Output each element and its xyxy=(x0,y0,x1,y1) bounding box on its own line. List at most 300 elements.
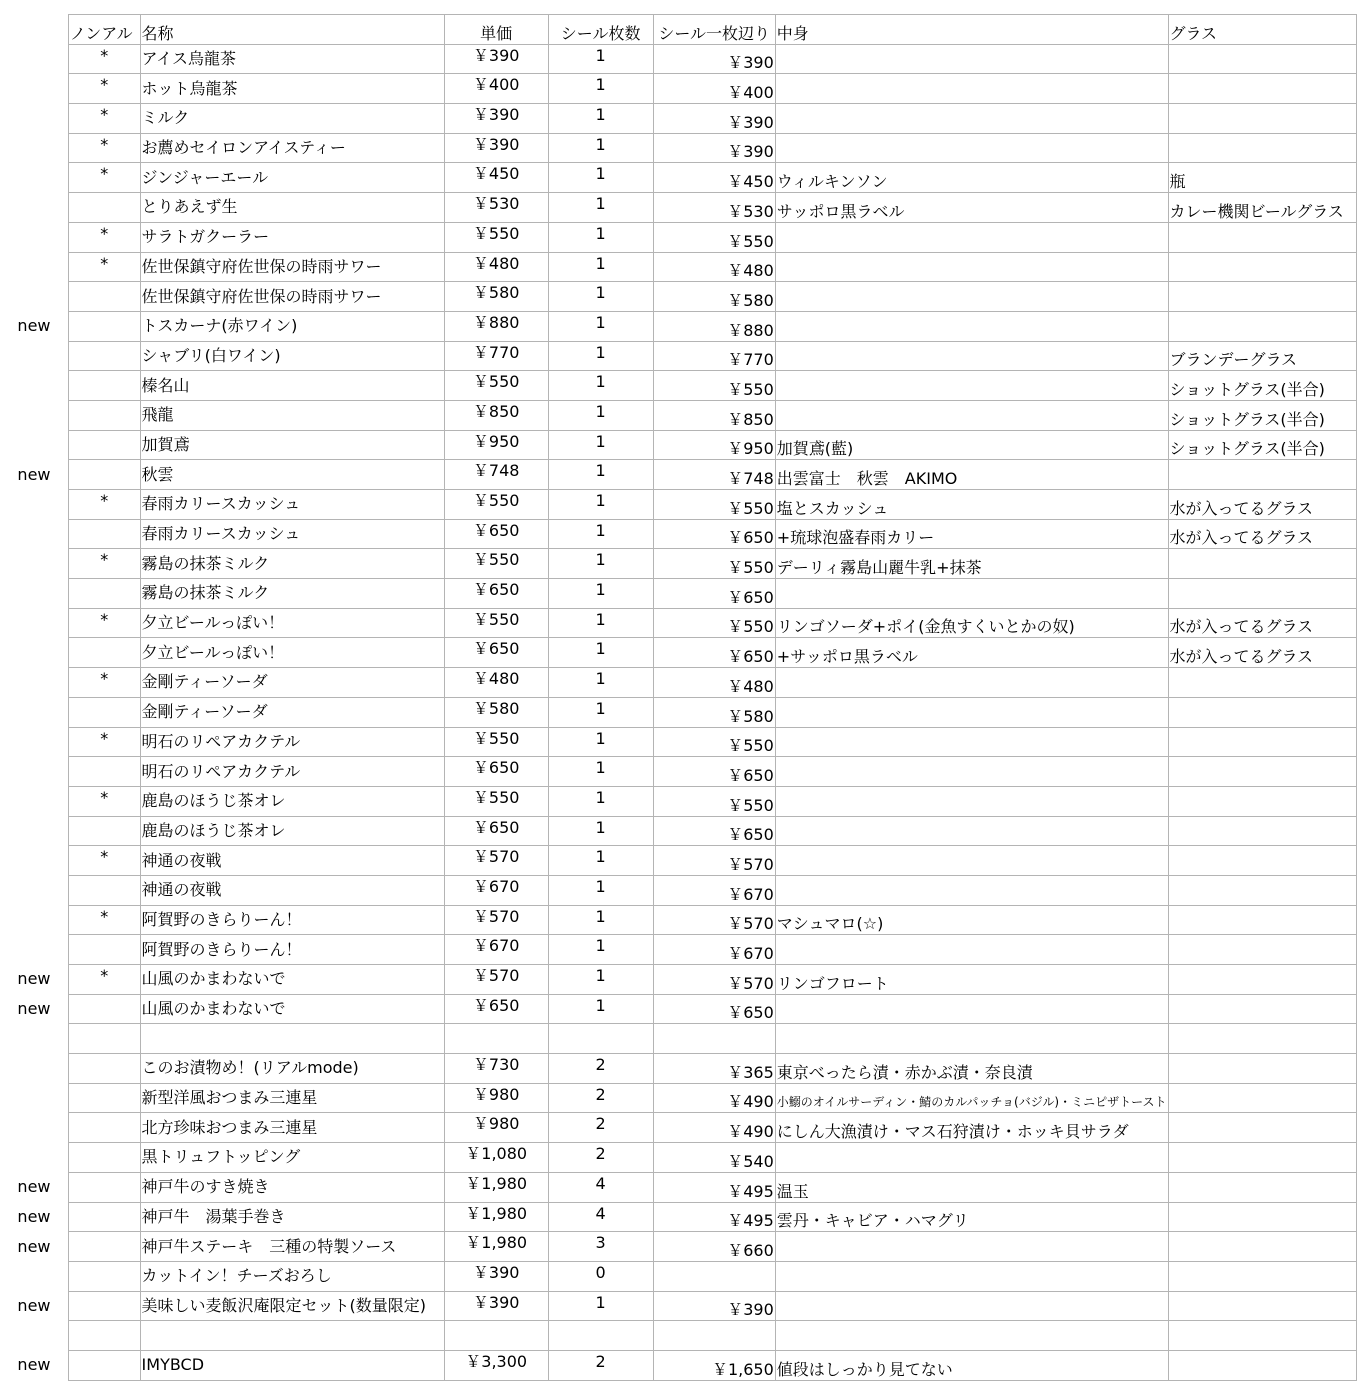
item-name-cell[interactable]: お薦めセイロンアイスティー xyxy=(140,133,444,163)
per-seal-cell[interactable]: ￥495 xyxy=(653,1202,775,1232)
contents-cell[interactable] xyxy=(775,697,1168,727)
item-name-cell[interactable]: 春雨カリースカッシュ xyxy=(140,519,444,549)
nonalc-cell[interactable]: * xyxy=(68,44,140,74)
nonalc-cell[interactable] xyxy=(68,519,140,549)
seal-count-cell[interactable]: 1 xyxy=(548,549,653,579)
price-cell[interactable]: ￥1,080 xyxy=(444,1143,548,1173)
seal-count-cell[interactable]: 1 xyxy=(548,163,653,193)
contents-cell[interactable] xyxy=(775,727,1168,757)
price-cell[interactable]: ￥650 xyxy=(444,757,548,787)
nonalc-cell[interactable] xyxy=(68,1083,140,1113)
header-nonalc[interactable]: ノンアル xyxy=(68,15,140,45)
contents-cell[interactable] xyxy=(775,133,1168,163)
nonalc-cell[interactable] xyxy=(68,697,140,727)
glass-cell[interactable]: 水が入ってるグラス xyxy=(1168,608,1356,638)
nonalc-cell[interactable]: * xyxy=(68,846,140,876)
price-cell[interactable]: ￥650 xyxy=(444,816,548,846)
nonalc-cell[interactable] xyxy=(68,757,140,787)
seal-count-cell[interactable]: 1 xyxy=(548,816,653,846)
per-seal-cell[interactable]: ￥400 xyxy=(653,74,775,104)
contents-cell[interactable] xyxy=(775,786,1168,816)
item-name-cell[interactable]: 鹿島のほうじ茶オレ xyxy=(140,786,444,816)
glass-cell[interactable] xyxy=(1168,1202,1356,1232)
contents-cell[interactable]: 塩とスカッシュ xyxy=(775,490,1168,520)
glass-cell[interactable] xyxy=(1168,875,1356,905)
price-cell[interactable]: ￥570 xyxy=(444,965,548,995)
price-cell[interactable]: ￥980 xyxy=(444,1083,548,1113)
contents-cell[interactable] xyxy=(775,311,1168,341)
price-cell[interactable]: ￥650 xyxy=(444,994,548,1024)
glass-cell[interactable] xyxy=(1168,668,1356,698)
contents-cell[interactable]: +サッポロ黒ラベル xyxy=(775,638,1168,668)
per-seal-cell[interactable]: ￥550 xyxy=(653,371,775,401)
nonalc-cell[interactable]: * xyxy=(68,727,140,757)
glass-cell[interactable] xyxy=(1168,579,1356,609)
item-name-cell[interactable]: 霧島の抹茶ミルク xyxy=(140,579,444,609)
contents-cell[interactable] xyxy=(775,1232,1168,1262)
per-seal-cell[interactable]: ￥390 xyxy=(653,44,775,74)
nonalc-cell[interactable] xyxy=(68,1113,140,1143)
contents-cell[interactable]: 加賀鳶(藍) xyxy=(775,430,1168,460)
item-name-cell[interactable]: 霧島の抹茶ミルク xyxy=(140,549,444,579)
item-name-cell[interactable]: 阿賀野のきらりーん！ xyxy=(140,935,444,965)
price-cell[interactable]: ￥550 xyxy=(444,371,548,401)
seal-count-cell[interactable]: 2 xyxy=(548,1143,653,1173)
item-name-cell[interactable]: カットイン！チーズおろし xyxy=(140,1261,444,1291)
nonalc-cell[interactable]: * xyxy=(68,104,140,134)
per-seal-cell[interactable]: ￥450 xyxy=(653,163,775,193)
nonalc-cell[interactable] xyxy=(68,875,140,905)
contents-cell[interactable] xyxy=(775,282,1168,312)
per-seal-cell[interactable]: ￥650 xyxy=(653,994,775,1024)
seal-count-cell[interactable]: 1 xyxy=(548,430,653,460)
contents-cell[interactable]: サッポロ黒ラベル xyxy=(775,193,1168,223)
seal-count-cell[interactable]: 1 xyxy=(548,252,653,282)
nonalc-cell[interactable] xyxy=(68,311,140,341)
nonalc-cell[interactable]: * xyxy=(68,163,140,193)
price-cell[interactable]: ￥390 xyxy=(444,133,548,163)
glass-cell[interactable] xyxy=(1168,311,1356,341)
per-seal-cell[interactable]: ￥390 xyxy=(653,1291,775,1321)
glass-cell[interactable]: 水が入ってるグラス xyxy=(1168,490,1356,520)
price-cell[interactable]: ￥730 xyxy=(444,1054,548,1084)
glass-cell[interactable] xyxy=(1168,1143,1356,1173)
nonalc-cell[interactable] xyxy=(68,638,140,668)
price-cell[interactable]: ￥450 xyxy=(444,163,548,193)
contents-cell[interactable] xyxy=(775,816,1168,846)
glass-cell[interactable] xyxy=(1168,1024,1356,1054)
seal-count-cell[interactable]: 1 xyxy=(548,490,653,520)
seal-count-cell[interactable]: 1 xyxy=(548,935,653,965)
item-name-cell[interactable]: このお漬物め！(リアルmode) xyxy=(140,1054,444,1084)
seal-count-cell[interactable]: 1 xyxy=(548,668,653,698)
per-seal-cell[interactable]: ￥480 xyxy=(653,252,775,282)
price-cell[interactable]: ￥570 xyxy=(444,846,548,876)
nonalc-cell[interactable]: * xyxy=(68,786,140,816)
item-name-cell[interactable]: 神戸牛ステーキ 三種の特製ソース xyxy=(140,1232,444,1262)
glass-cell[interactable] xyxy=(1168,727,1356,757)
per-seal-cell[interactable]: ￥650 xyxy=(653,579,775,609)
seal-count-cell[interactable]: 1 xyxy=(548,104,653,134)
contents-cell[interactable] xyxy=(775,875,1168,905)
contents-cell[interactable]: ウィルキンソン xyxy=(775,163,1168,193)
item-name-cell[interactable]: 美味しい麦飯沢庵限定セット(数量限定) xyxy=(140,1291,444,1321)
glass-cell[interactable] xyxy=(1168,846,1356,876)
glass-cell[interactable] xyxy=(1168,74,1356,104)
contents-cell[interactable] xyxy=(775,44,1168,74)
contents-cell[interactable]: マシュマロ(☆) xyxy=(775,905,1168,935)
item-name-cell[interactable]: サラトガクーラー xyxy=(140,222,444,252)
per-seal-cell[interactable]: ￥850 xyxy=(653,400,775,430)
item-name-cell[interactable]: 神戸牛 湯葉手巻き xyxy=(140,1202,444,1232)
glass-cell[interactable] xyxy=(1168,1054,1356,1084)
price-cell[interactable]: ￥390 xyxy=(444,104,548,134)
per-seal-cell[interactable]: ￥550 xyxy=(653,490,775,520)
nonalc-cell[interactable] xyxy=(68,1143,140,1173)
price-cell[interactable] xyxy=(444,1321,548,1351)
header-per-seal[interactable]: シール一枚辺り xyxy=(653,15,775,45)
item-name-cell[interactable]: 神戸牛のすき焼き xyxy=(140,1172,444,1202)
item-name-cell[interactable]: 山風のかまわないで xyxy=(140,994,444,1024)
contents-cell[interactable]: 値段はしっかり見てない xyxy=(775,1350,1168,1380)
contents-cell[interactable] xyxy=(775,104,1168,134)
contents-cell[interactable] xyxy=(775,846,1168,876)
per-seal-cell[interactable]: ￥660 xyxy=(653,1232,775,1262)
nonalc-cell[interactable] xyxy=(68,400,140,430)
price-cell[interactable]: ￥580 xyxy=(444,282,548,312)
contents-cell[interactable] xyxy=(775,994,1168,1024)
price-cell[interactable]: ￥1,980 xyxy=(444,1232,548,1262)
price-cell[interactable]: ￥950 xyxy=(444,430,548,460)
contents-cell[interactable]: リンゴソーダ+ポイ(金魚すくいとかの奴) xyxy=(775,608,1168,638)
item-name-cell[interactable] xyxy=(140,1024,444,1054)
seal-count-cell[interactable] xyxy=(548,1024,653,1054)
per-seal-cell[interactable]: ￥650 xyxy=(653,638,775,668)
contents-cell[interactable] xyxy=(775,935,1168,965)
price-cell[interactable]: ￥880 xyxy=(444,311,548,341)
item-name-cell[interactable]: 佐世保鎮守府佐世保の時雨サワー xyxy=(140,282,444,312)
contents-cell[interactable] xyxy=(775,371,1168,401)
contents-cell[interactable] xyxy=(775,1291,1168,1321)
glass-cell[interactable] xyxy=(1168,1261,1356,1291)
seal-count-cell[interactable]: 1 xyxy=(548,341,653,371)
per-seal-cell[interactable]: ￥580 xyxy=(653,697,775,727)
glass-cell[interactable] xyxy=(1168,1232,1356,1262)
seal-count-cell[interactable]: 1 xyxy=(548,371,653,401)
per-seal-cell[interactable] xyxy=(653,1321,775,1351)
contents-cell[interactable]: リンゴフロート xyxy=(775,965,1168,995)
item-name-cell[interactable]: 山風のかまわないで xyxy=(140,965,444,995)
per-seal-cell[interactable]: ￥550 xyxy=(653,549,775,579)
nonalc-cell[interactable] xyxy=(68,1024,140,1054)
nonalc-cell[interactable]: * xyxy=(68,965,140,995)
item-name-cell[interactable]: とりあえず生 xyxy=(140,193,444,223)
item-name-cell[interactable]: 春雨カリースカッシュ xyxy=(140,490,444,520)
glass-cell[interactable]: ショットグラス(半合) xyxy=(1168,430,1356,460)
seal-count-cell[interactable]: 3 xyxy=(548,1232,653,1262)
price-cell[interactable]: ￥748 xyxy=(444,460,548,490)
item-name-cell[interactable]: 佐世保鎮守府佐世保の時雨サワー xyxy=(140,252,444,282)
price-cell[interactable]: ￥550 xyxy=(444,727,548,757)
header-seal-count[interactable]: シール枚数 xyxy=(548,15,653,45)
nonalc-cell[interactable]: * xyxy=(68,133,140,163)
per-seal-cell[interactable]: ￥550 xyxy=(653,786,775,816)
glass-cell[interactable]: カレー機関ビールグラス xyxy=(1168,193,1356,223)
item-name-cell[interactable]: 阿賀野のきらりーん！ xyxy=(140,905,444,935)
nonalc-cell[interactable]: * xyxy=(68,905,140,935)
seal-count-cell[interactable]: 1 xyxy=(548,846,653,876)
contents-cell[interactable] xyxy=(775,1321,1168,1351)
seal-count-cell[interactable]: 1 xyxy=(548,44,653,74)
per-seal-cell[interactable]: ￥540 xyxy=(653,1143,775,1173)
nonalc-cell[interactable] xyxy=(68,1202,140,1232)
item-name-cell[interactable]: IMYBCD xyxy=(140,1350,444,1380)
item-name-cell[interactable]: シャブリ(白ワイン) xyxy=(140,341,444,371)
item-name-cell[interactable]: 金剛ティーソーダ xyxy=(140,668,444,698)
price-cell[interactable]: ￥1,980 xyxy=(444,1172,548,1202)
nonalc-cell[interactable] xyxy=(68,193,140,223)
seal-count-cell[interactable]: 2 xyxy=(548,1113,653,1143)
nonalc-cell[interactable]: * xyxy=(68,668,140,698)
per-seal-cell[interactable]: ￥570 xyxy=(653,965,775,995)
item-name-cell[interactable]: ミルク xyxy=(140,104,444,134)
per-seal-cell[interactable]: ￥670 xyxy=(653,875,775,905)
per-seal-cell[interactable]: ￥490 xyxy=(653,1113,775,1143)
nonalc-cell[interactable]: * xyxy=(68,252,140,282)
item-name-cell[interactable]: 明石のリペアカクテル xyxy=(140,757,444,787)
glass-cell[interactable] xyxy=(1168,786,1356,816)
seal-count-cell[interactable]: 1 xyxy=(548,965,653,995)
price-cell[interactable]: ￥770 xyxy=(444,341,548,371)
nonalc-cell[interactable] xyxy=(68,1321,140,1351)
header-contents[interactable]: 中身 xyxy=(775,15,1168,45)
contents-cell[interactable]: 温玉 xyxy=(775,1172,1168,1202)
per-seal-cell[interactable] xyxy=(653,1024,775,1054)
per-seal-cell[interactable]: ￥550 xyxy=(653,222,775,252)
contents-cell[interactable] xyxy=(775,757,1168,787)
price-cell[interactable]: ￥480 xyxy=(444,252,548,282)
seal-count-cell[interactable]: 1 xyxy=(548,282,653,312)
price-cell[interactable]: ￥400 xyxy=(444,74,548,104)
seal-count-cell[interactable]: 4 xyxy=(548,1202,653,1232)
glass-cell[interactable]: 瓶 xyxy=(1168,163,1356,193)
per-seal-cell[interactable]: ￥495 xyxy=(653,1172,775,1202)
nonalc-cell[interactable] xyxy=(68,1054,140,1084)
glass-cell[interactable] xyxy=(1168,1083,1356,1113)
contents-cell[interactable] xyxy=(775,222,1168,252)
item-name-cell[interactable]: アイス烏龍茶 xyxy=(140,44,444,74)
seal-count-cell[interactable]: 0 xyxy=(548,1261,653,1291)
seal-count-cell[interactable]: 1 xyxy=(548,460,653,490)
item-name-cell[interactable]: 新型洋風おつまみ三連星 xyxy=(140,1083,444,1113)
seal-count-cell[interactable]: 1 xyxy=(548,875,653,905)
header-name[interactable]: 名称 xyxy=(140,15,444,45)
seal-count-cell[interactable]: 1 xyxy=(548,994,653,1024)
per-seal-cell[interactable]: ￥670 xyxy=(653,935,775,965)
glass-cell[interactable] xyxy=(1168,549,1356,579)
glass-cell[interactable] xyxy=(1168,252,1356,282)
contents-cell[interactable]: 小鰯のオイルサーディン・鯖のカルパッチョ(バジル)・ミニピザトースト xyxy=(775,1083,1168,1113)
nonalc-cell[interactable]: * xyxy=(68,222,140,252)
seal-count-cell[interactable]: 1 xyxy=(548,727,653,757)
price-cell[interactable]: ￥670 xyxy=(444,875,548,905)
contents-cell[interactable] xyxy=(775,1261,1168,1291)
per-seal-cell[interactable]: ￥770 xyxy=(653,341,775,371)
price-cell[interactable]: ￥480 xyxy=(444,668,548,698)
seal-count-cell[interactable]: 1 xyxy=(548,608,653,638)
nonalc-cell[interactable] xyxy=(68,341,140,371)
price-cell[interactable]: ￥390 xyxy=(444,44,548,74)
item-name-cell[interactable]: 北方珍味おつまみ三連星 xyxy=(140,1113,444,1143)
header-glass[interactable]: グラス xyxy=(1168,15,1356,45)
price-cell[interactable]: ￥570 xyxy=(444,905,548,935)
per-seal-cell[interactable]: ￥530 xyxy=(653,193,775,223)
glass-cell[interactable] xyxy=(1168,905,1356,935)
seal-count-cell[interactable]: 1 xyxy=(548,579,653,609)
seal-count-cell[interactable]: 1 xyxy=(548,519,653,549)
per-seal-cell[interactable]: ￥390 xyxy=(653,104,775,134)
contents-cell[interactable]: +琉球泡盛春雨カリー xyxy=(775,519,1168,549)
contents-cell[interactable]: にしん大漁漬け・マス石狩漬け・ホッキ貝サラダ xyxy=(775,1113,1168,1143)
seal-count-cell[interactable]: 1 xyxy=(548,311,653,341)
contents-cell[interactable]: 東京べったら漬・赤かぶ漬・奈良漬 xyxy=(775,1054,1168,1084)
contents-cell[interactable]: デーリィ霧島山麗牛乳+抹茶 xyxy=(775,549,1168,579)
seal-count-cell[interactable] xyxy=(548,1321,653,1351)
contents-cell[interactable] xyxy=(775,579,1168,609)
nonalc-cell[interactable]: * xyxy=(68,608,140,638)
nonalc-cell[interactable]: * xyxy=(68,549,140,579)
glass-cell[interactable] xyxy=(1168,1350,1356,1380)
glass-cell[interactable] xyxy=(1168,697,1356,727)
item-name-cell[interactable]: 夕立ビールっぽい！ xyxy=(140,638,444,668)
per-seal-cell[interactable]: ￥570 xyxy=(653,905,775,935)
nonalc-cell[interactable] xyxy=(68,579,140,609)
seal-count-cell[interactable]: 1 xyxy=(548,697,653,727)
seal-count-cell[interactable]: 1 xyxy=(548,905,653,935)
glass-cell[interactable] xyxy=(1168,965,1356,995)
item-name-cell[interactable]: ジンジャーエール xyxy=(140,163,444,193)
contents-cell[interactable] xyxy=(775,1024,1168,1054)
glass-cell[interactable] xyxy=(1168,816,1356,846)
contents-cell[interactable] xyxy=(775,668,1168,698)
per-seal-cell[interactable]: ￥1,650 xyxy=(653,1350,775,1380)
seal-count-cell[interactable]: 1 xyxy=(548,222,653,252)
price-cell[interactable]: ￥650 xyxy=(444,638,548,668)
price-cell[interactable]: ￥980 xyxy=(444,1113,548,1143)
per-seal-cell[interactable]: ￥580 xyxy=(653,282,775,312)
seal-count-cell[interactable]: 1 xyxy=(548,400,653,430)
item-name-cell[interactable]: 夕立ビールっぽい！ xyxy=(140,608,444,638)
price-cell[interactable]: ￥850 xyxy=(444,400,548,430)
glass-cell[interactable] xyxy=(1168,44,1356,74)
nonalc-cell[interactable] xyxy=(68,1350,140,1380)
seal-count-cell[interactable]: 2 xyxy=(548,1054,653,1084)
price-cell[interactable]: ￥550 xyxy=(444,786,548,816)
glass-cell[interactable] xyxy=(1168,1321,1356,1351)
glass-cell[interactable] xyxy=(1168,282,1356,312)
per-seal-cell[interactable]: ￥748 xyxy=(653,460,775,490)
price-cell[interactable]: ￥550 xyxy=(444,549,548,579)
price-cell[interactable]: ￥390 xyxy=(444,1261,548,1291)
per-seal-cell[interactable] xyxy=(653,1261,775,1291)
item-name-cell[interactable]: 鹿島のほうじ茶オレ xyxy=(140,816,444,846)
per-seal-cell[interactable]: ￥650 xyxy=(653,757,775,787)
glass-cell[interactable] xyxy=(1168,1113,1356,1143)
nonalc-cell[interactable] xyxy=(68,430,140,460)
glass-cell[interactable] xyxy=(1168,994,1356,1024)
per-seal-cell[interactable]: ￥880 xyxy=(653,311,775,341)
seal-count-cell[interactable]: 1 xyxy=(548,133,653,163)
nonalc-cell[interactable] xyxy=(68,935,140,965)
per-seal-cell[interactable]: ￥550 xyxy=(653,608,775,638)
price-cell[interactable]: ￥650 xyxy=(444,579,548,609)
glass-cell[interactable] xyxy=(1168,1172,1356,1202)
glass-cell[interactable] xyxy=(1168,935,1356,965)
nonalc-cell[interactable] xyxy=(68,994,140,1024)
price-cell[interactable]: ￥550 xyxy=(444,608,548,638)
price-cell[interactable]: ￥1,980 xyxy=(444,1202,548,1232)
glass-cell[interactable]: ショットグラス(半合) xyxy=(1168,371,1356,401)
item-name-cell[interactable]: 神通の夜戦 xyxy=(140,875,444,905)
nonalc-cell[interactable] xyxy=(68,1261,140,1291)
nonalc-cell[interactable] xyxy=(68,460,140,490)
glass-cell[interactable] xyxy=(1168,460,1356,490)
glass-cell[interactable]: 水が入ってるグラス xyxy=(1168,638,1356,668)
item-name-cell[interactable]: 榛名山 xyxy=(140,371,444,401)
header-price[interactable]: 単価 xyxy=(444,15,548,45)
item-name-cell[interactable]: 神通の夜戦 xyxy=(140,846,444,876)
per-seal-cell[interactable]: ￥650 xyxy=(653,519,775,549)
contents-cell[interactable] xyxy=(775,252,1168,282)
price-cell[interactable]: ￥550 xyxy=(444,490,548,520)
contents-cell[interactable] xyxy=(775,341,1168,371)
price-cell[interactable]: ￥580 xyxy=(444,697,548,727)
per-seal-cell[interactable]: ￥650 xyxy=(653,816,775,846)
nonalc-cell[interactable] xyxy=(68,1172,140,1202)
item-name-cell[interactable]: ホット烏龍茶 xyxy=(140,74,444,104)
seal-count-cell[interactable]: 1 xyxy=(548,74,653,104)
per-seal-cell[interactable]: ￥365 xyxy=(653,1054,775,1084)
price-cell[interactable]: ￥3,300 xyxy=(444,1350,548,1380)
contents-cell[interactable]: 雲丹・キャビア・ハマグリ xyxy=(775,1202,1168,1232)
glass-cell[interactable] xyxy=(1168,133,1356,163)
nonalc-cell[interactable] xyxy=(68,816,140,846)
seal-count-cell[interactable]: 1 xyxy=(548,638,653,668)
item-name-cell[interactable]: 飛龍 xyxy=(140,400,444,430)
seal-count-cell[interactable]: 2 xyxy=(548,1083,653,1113)
contents-cell[interactable] xyxy=(775,400,1168,430)
glass-cell[interactable]: 水が入ってるグラス xyxy=(1168,519,1356,549)
item-name-cell[interactable]: 明石のリペアカクテル xyxy=(140,727,444,757)
item-name-cell[interactable] xyxy=(140,1321,444,1351)
item-name-cell[interactable]: 秋雲 xyxy=(140,460,444,490)
item-name-cell[interactable]: 黒トリュフトッピング xyxy=(140,1143,444,1173)
seal-count-cell[interactable]: 1 xyxy=(548,757,653,787)
nonalc-cell[interactable] xyxy=(68,371,140,401)
seal-count-cell[interactable]: 2 xyxy=(548,1350,653,1380)
per-seal-cell[interactable]: ￥490 xyxy=(653,1083,775,1113)
glass-cell[interactable]: ブランデーグラス xyxy=(1168,341,1356,371)
glass-cell[interactable] xyxy=(1168,1291,1356,1321)
item-name-cell[interactable]: 加賀鳶 xyxy=(140,430,444,460)
nonalc-cell[interactable]: * xyxy=(68,74,140,104)
nonalc-cell[interactable]: * xyxy=(68,490,140,520)
glass-cell[interactable] xyxy=(1168,757,1356,787)
contents-cell[interactable] xyxy=(775,74,1168,104)
per-seal-cell[interactable]: ￥390 xyxy=(653,133,775,163)
per-seal-cell[interactable]: ￥570 xyxy=(653,846,775,876)
contents-cell[interactable]: 出雲富士 秋雲 AKIMO xyxy=(775,460,1168,490)
